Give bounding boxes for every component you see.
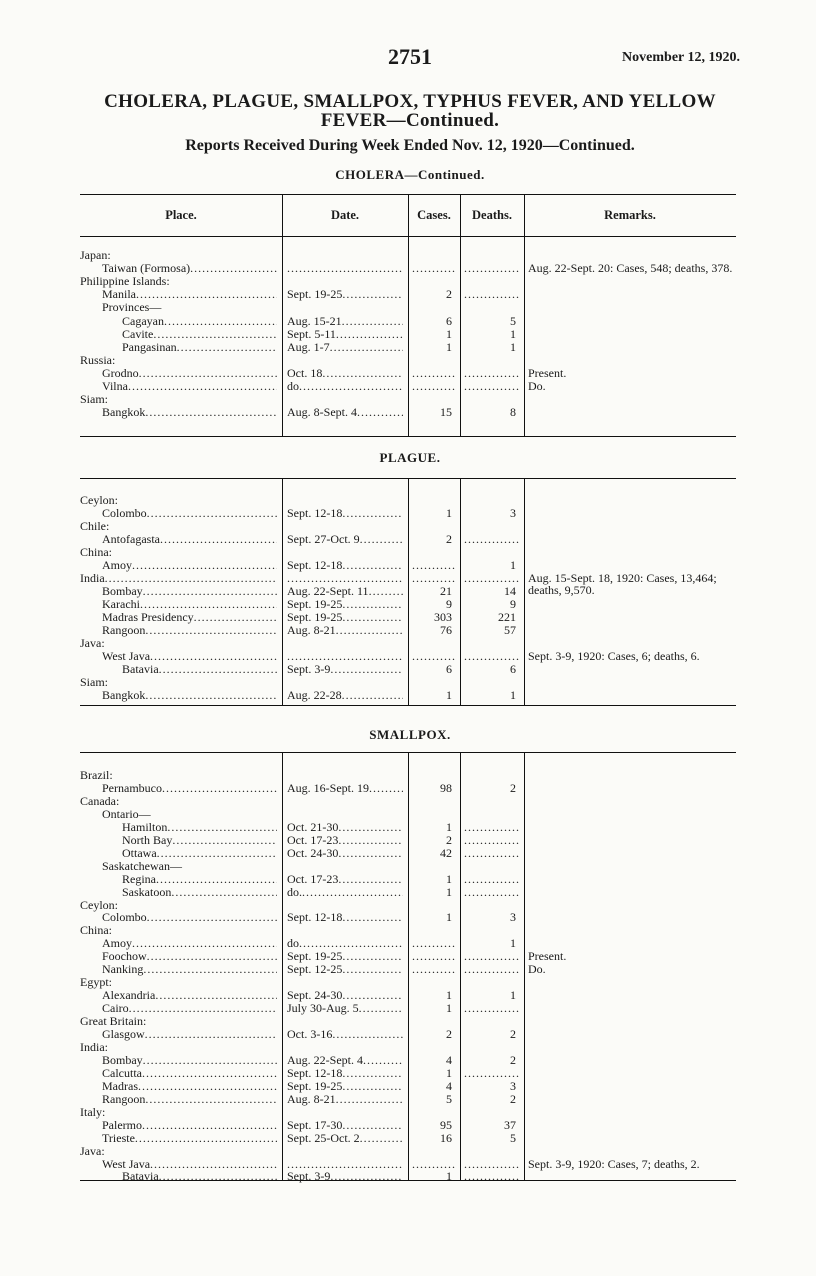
place-cell: Saskatoon ..... xyxy=(122,886,277,899)
deaths-cell xyxy=(464,886,520,899)
cases-cell: 4 xyxy=(446,1078,452,1093)
section-heading: PLAGUE. xyxy=(379,450,441,465)
date-cell: Oct. 17-23 ..... xyxy=(287,834,403,847)
place-cell: Glasgow ..... xyxy=(102,1028,277,1041)
table-row xyxy=(0,795,816,808)
table-row xyxy=(0,911,816,924)
place-cell: North Bay ..... xyxy=(122,834,277,847)
table-row xyxy=(0,507,816,520)
table-row xyxy=(0,676,816,689)
table-row xyxy=(0,782,816,795)
place-cell: Foochow ..... xyxy=(102,950,277,963)
table-row xyxy=(0,886,816,899)
deaths-cell: 9 xyxy=(510,597,516,611)
table-row xyxy=(0,808,816,821)
deaths-cell xyxy=(464,1170,520,1183)
table-row xyxy=(0,689,816,702)
table-row xyxy=(0,533,816,546)
date-cell xyxy=(287,1158,403,1171)
date-cell: Sept. 12-18 ..... xyxy=(287,911,403,924)
date-cell: Sept. 19-25 ..... xyxy=(287,1080,403,1093)
deaths-cell: 14 xyxy=(504,584,516,598)
deaths-cell xyxy=(464,1002,520,1015)
deaths-cell: 37 xyxy=(504,1117,516,1132)
date-cell: Sept. 19-25 ..... xyxy=(287,598,403,611)
place-cell: Colombo ..... xyxy=(102,911,277,924)
deaths-cell xyxy=(464,1067,520,1080)
deaths-cell xyxy=(464,1158,520,1171)
place-cell: Great Britain: xyxy=(80,1014,147,1029)
cases-cell: 4 xyxy=(446,1052,452,1067)
place-cell: Rangoon ..... xyxy=(102,624,277,637)
deaths-cell: 6 xyxy=(510,662,516,676)
column-header-deaths: Deaths. xyxy=(472,208,512,222)
date-cell xyxy=(287,262,403,275)
place-cell: Colombo ..... xyxy=(102,507,277,520)
place-cell: Java: xyxy=(80,1143,105,1158)
deaths-cell xyxy=(464,963,520,976)
table-row xyxy=(0,546,816,559)
table-row xyxy=(0,249,816,262)
cases-cell: 2 xyxy=(446,287,452,302)
deaths-cell xyxy=(464,821,520,834)
date-cell: Oct. 17-23 ..... xyxy=(287,873,403,886)
page-number: 2751 xyxy=(388,44,432,69)
date-cell: Aug. 22-28 ..... xyxy=(287,689,403,702)
place-cell: Rangoon ..... xyxy=(102,1093,277,1106)
table-row xyxy=(0,847,816,860)
column-header-place: Place. xyxy=(165,208,197,222)
place-cell: Trieste ..... xyxy=(102,1132,277,1145)
place-cell: Antofagasta ..... xyxy=(102,533,277,546)
cases-cell: 1 xyxy=(446,326,452,341)
deaths-cell: 1 xyxy=(510,688,516,702)
table-row xyxy=(0,1119,816,1132)
deaths-cell: 1 xyxy=(510,326,516,341)
cases-cell xyxy=(412,367,456,380)
table-row xyxy=(0,341,816,354)
place-cell: Madras ..... xyxy=(102,1080,277,1093)
place-cell: Canada: xyxy=(80,793,120,808)
place-cell: Brazil: xyxy=(80,768,113,782)
deaths-cell xyxy=(464,288,520,301)
table-row xyxy=(0,1041,816,1054)
cases-cell: 9 xyxy=(446,597,452,611)
table-row xyxy=(0,937,816,950)
cases-cell: 2 xyxy=(446,1027,452,1041)
date-cell: Aug. 8-21 ..... xyxy=(287,1093,403,1106)
deaths-cell: 57 xyxy=(504,623,516,637)
place-cell: Bangkok ..... xyxy=(102,406,277,419)
table-row xyxy=(0,899,816,912)
table-row xyxy=(0,393,816,406)
table-row xyxy=(0,1145,816,1158)
cases-cell: 303 xyxy=(434,610,452,624)
date-cell: Aug. 16-Sept. 19 ..... xyxy=(287,782,403,795)
date-cell: Sept. 12-18 ..... xyxy=(287,507,403,520)
deaths-cell: 2 xyxy=(510,1027,516,1041)
place-cell: West Java ..... xyxy=(102,1158,277,1171)
place-cell: China: xyxy=(80,545,112,559)
cases-cell xyxy=(412,559,456,572)
cases-cell: 42 xyxy=(440,845,452,860)
place-cell: Batavia ..... xyxy=(122,663,277,676)
deaths-cell: 3 xyxy=(510,1078,516,1093)
place-cell: Madras Presidency ..... xyxy=(102,611,277,624)
remark-text: Sept. 3-9, 1920: Cases, 7; deaths, 2. xyxy=(528,1156,700,1171)
date-cell: do ..... xyxy=(287,937,403,950)
column-header-cases: Cases. xyxy=(417,208,451,222)
cases-cell: 1 xyxy=(446,506,452,520)
date-cell: Sept. 3-9 ..... xyxy=(287,663,403,676)
report-subtitle: Reports Received During Week Ended Nov. 12, 1920—Continued. xyxy=(185,137,635,154)
place-cell: Russia: xyxy=(80,352,116,367)
place-cell: Ceylon: xyxy=(80,493,118,507)
date-cell: Sept. 19-25 ..... xyxy=(287,611,403,624)
place-cell: Bombay ..... xyxy=(102,1054,277,1067)
date-cell: Aug. 22-Sept. 11 ..... xyxy=(287,585,403,598)
cases-cell xyxy=(412,937,456,950)
place-cell: Alexandria ..... xyxy=(102,989,277,1002)
place-cell: Grodno ..... xyxy=(102,367,277,380)
deaths-cell: 2 xyxy=(510,1091,516,1106)
cases-cell: 95 xyxy=(440,1117,452,1132)
table-row xyxy=(0,624,816,637)
date-cell: Sept. 5-11 ..... xyxy=(287,328,403,341)
table-row xyxy=(0,834,816,847)
table-row xyxy=(0,611,816,624)
date-cell: Sept. 17-30 ..... xyxy=(287,1119,403,1132)
table-row xyxy=(0,1093,816,1106)
table-row xyxy=(0,976,816,989)
table-row xyxy=(0,860,816,873)
title-line-2: FEVER—Continued. xyxy=(320,110,500,131)
section-heading: SMALLPOX. xyxy=(369,727,451,742)
place-cell: China: xyxy=(80,923,112,938)
place-cell: Japan: xyxy=(80,248,111,262)
place-cell: Ceylon: xyxy=(80,897,118,912)
table-row xyxy=(0,1170,816,1183)
place-cell: Hamilton ..... xyxy=(122,821,277,834)
deaths-cell xyxy=(464,950,520,963)
cases-cell: 1 xyxy=(446,1001,452,1016)
deaths-cell xyxy=(464,380,520,393)
remark-text: Aug. 22-Sept. 20: Cases, 548; deaths, 378. xyxy=(528,261,733,276)
place-cell: Philippine Islands: xyxy=(80,274,170,289)
cases-cell: 6 xyxy=(446,313,452,328)
place-cell: Bangkok ..... xyxy=(102,689,277,702)
cases-cell: 1 xyxy=(446,884,452,899)
date-cell: do. ..... xyxy=(287,886,403,899)
deaths-cell: 3 xyxy=(510,910,516,925)
place-cell: Italy: xyxy=(80,1104,106,1119)
place-cell: Ontario— xyxy=(102,806,151,821)
cases-cell: 76 xyxy=(440,623,452,637)
place-cell: Karachi ..... xyxy=(102,598,277,611)
rule-line xyxy=(80,436,736,437)
deaths-cell: 2 xyxy=(510,780,516,795)
table-row xyxy=(0,288,816,301)
place-cell: Bombay ..... xyxy=(102,585,277,598)
place-cell: West Java ..... xyxy=(102,650,277,663)
page-date: November 12, 1920. xyxy=(622,50,740,65)
place-cell: Vilna ..... xyxy=(102,380,277,393)
section-heading: CHOLERA—Continued. xyxy=(335,167,485,182)
table-row xyxy=(0,924,816,937)
place-cell: Pangasinan ..... xyxy=(122,341,277,354)
cases-cell: 1 xyxy=(446,871,452,886)
place-cell: Cagayan ..... xyxy=(122,315,277,328)
rule-line xyxy=(80,705,736,706)
deaths-cell xyxy=(464,834,520,847)
cases-cell: 98 xyxy=(440,780,452,795)
place-cell: Chile: xyxy=(80,519,110,533)
table-row xyxy=(0,301,816,314)
place-cell: Cairo ..... xyxy=(102,1002,277,1015)
table-row xyxy=(0,821,816,834)
deaths-cell xyxy=(464,847,520,860)
place-cell: Egypt: xyxy=(80,975,112,990)
date-cell xyxy=(287,650,403,663)
deaths-cell: 8 xyxy=(510,405,516,420)
deaths-cell: 1 xyxy=(510,339,516,354)
deaths-cell: 221 xyxy=(498,610,516,624)
place-cell: Calcutta ..... xyxy=(102,1067,277,1080)
date-cell: Sept. 19-25 ..... xyxy=(287,288,403,301)
table-row xyxy=(0,989,816,1002)
table-row xyxy=(0,354,816,367)
table-row xyxy=(0,1015,816,1028)
place-cell: Ottawa ..... xyxy=(122,847,277,860)
table-row xyxy=(0,275,816,288)
cases-cell: 1 xyxy=(446,910,452,925)
deaths-cell: 5 xyxy=(510,1130,516,1145)
place-cell: India: xyxy=(80,1039,108,1054)
deaths-cell: 1 xyxy=(510,936,516,951)
date-cell xyxy=(287,572,403,585)
column-header-remarks: Remarks. xyxy=(604,208,656,222)
table-row xyxy=(0,520,816,533)
table-row xyxy=(0,1054,816,1067)
cases-cell: 1 xyxy=(446,688,452,702)
table-row xyxy=(0,873,816,886)
date-cell: Oct. 24-30 ..... xyxy=(287,847,403,860)
date-cell: Aug. 15-21 ..... xyxy=(287,315,403,328)
table-row xyxy=(0,1132,816,1145)
place-cell: Provinces— xyxy=(102,300,162,315)
deaths-cell: 1 xyxy=(510,558,516,572)
date-cell: Sept. 12-18 ..... xyxy=(287,559,403,572)
date-cell: Aug. 8-21 ..... xyxy=(287,624,403,637)
date-cell: Aug. 8-Sept. 4 ..... xyxy=(287,406,403,419)
date-cell: Oct. 3-16 ..... xyxy=(287,1028,403,1041)
table-row xyxy=(0,494,816,507)
cases-cell: 1 xyxy=(446,1169,452,1184)
cases-cell xyxy=(412,950,456,963)
remark-text: Aug. 15-Sept. 18, 1920: Cases, 13,464; deaths, 9,570. xyxy=(528,571,717,597)
date-cell: Sept. 3-9 ..... xyxy=(287,1170,403,1183)
remark-text: Present. xyxy=(528,365,567,380)
document-title xyxy=(80,92,740,130)
place-cell: Cavite ..... xyxy=(122,328,277,341)
table-row xyxy=(0,663,816,676)
place-cell: Taiwan (Formosa) ..... xyxy=(102,262,277,275)
date-cell: Sept. 25-Oct. 2 ..... xyxy=(287,1132,403,1145)
place-cell: Nanking ..... xyxy=(102,963,277,976)
deaths-cell xyxy=(464,533,520,546)
table-row xyxy=(0,598,816,611)
place-cell: Palermo ..... xyxy=(102,1119,277,1132)
deaths-cell: 1 xyxy=(510,988,516,1003)
table-row xyxy=(0,1028,816,1041)
place-cell: Amoy ..... xyxy=(102,559,277,572)
cases-cell: 21 xyxy=(440,584,452,598)
place-cell: Amoy ..... xyxy=(102,937,277,950)
deaths-cell xyxy=(464,262,520,275)
date-cell: Aug. 22-Sept. 4 ..... xyxy=(287,1054,403,1067)
deaths-cell: 2 xyxy=(510,1052,516,1067)
table-row xyxy=(0,315,816,328)
place-cell: Manila ..... xyxy=(102,288,277,301)
cases-cell: 6 xyxy=(446,662,452,676)
date-cell: Sept. 12-18 ..... xyxy=(287,1067,403,1080)
title-line-1: CHOLERA, PLAGUE, SMALLPOX, TYPHUS FEVER, AND YELLOW xyxy=(104,91,716,112)
date-cell: Oct. 21-30 ..... xyxy=(287,821,403,834)
deaths-cell: 5 xyxy=(510,313,516,328)
cases-cell: 1 xyxy=(446,1065,452,1080)
cases-cell xyxy=(412,963,456,976)
remark-text: Do. xyxy=(528,962,546,977)
deaths-cell xyxy=(464,367,520,380)
place-cell: Java: xyxy=(80,636,105,650)
cases-cell: 1 xyxy=(446,988,452,1003)
date-cell: Sept. 27-Oct. 9 ..... xyxy=(287,533,403,546)
cases-cell: 1 xyxy=(446,819,452,834)
table-row xyxy=(0,1067,816,1080)
place-cell: Siam: xyxy=(80,392,109,407)
deaths-cell xyxy=(464,873,520,886)
remark-text: Sept. 3-9, 1920: Cases, 6; deaths, 6. xyxy=(528,649,700,663)
cases-cell xyxy=(412,380,456,393)
date-cell: Sept. 24-30 ..... xyxy=(287,989,403,1002)
date-cell: do ..... xyxy=(287,380,403,393)
table-row xyxy=(0,328,816,341)
date-cell: Aug. 1-7 ..... xyxy=(287,341,403,354)
deaths-cell: 3 xyxy=(510,506,516,520)
cases-cell: 5 xyxy=(446,1091,452,1106)
column-header-date: Date. xyxy=(330,208,360,222)
table-row xyxy=(0,406,816,419)
remark-text: Do. xyxy=(528,379,546,393)
remark-text: Present. xyxy=(528,949,567,964)
place-cell: Regina ..... xyxy=(122,873,277,886)
table-row xyxy=(0,1080,816,1093)
cases-cell: 2 xyxy=(446,832,452,847)
cases-cell: 1 xyxy=(446,339,452,354)
place-cell: Pernambuco ..... xyxy=(102,782,277,795)
place-cell: Siam: xyxy=(80,675,109,689)
cases-cell: 16 xyxy=(440,1130,452,1145)
date-cell: Sept. 12-25 ..... xyxy=(287,963,403,976)
table-row xyxy=(0,1106,816,1119)
table-row xyxy=(0,769,816,782)
cases-cell: 15 xyxy=(440,405,452,420)
cases-cell xyxy=(412,262,456,275)
place-cell: India ..... xyxy=(80,572,277,585)
date-cell: Sept. 19-25 ..... xyxy=(287,950,403,963)
date-cell: July 30-Aug. 5 ..... xyxy=(287,1002,403,1015)
place-cell: Batavia ..... xyxy=(122,1170,277,1183)
date-cell: Oct. 18 ..... xyxy=(287,367,403,380)
cases-cell: 2 xyxy=(446,532,452,546)
place-cell: Saskatchewan— xyxy=(102,858,182,873)
